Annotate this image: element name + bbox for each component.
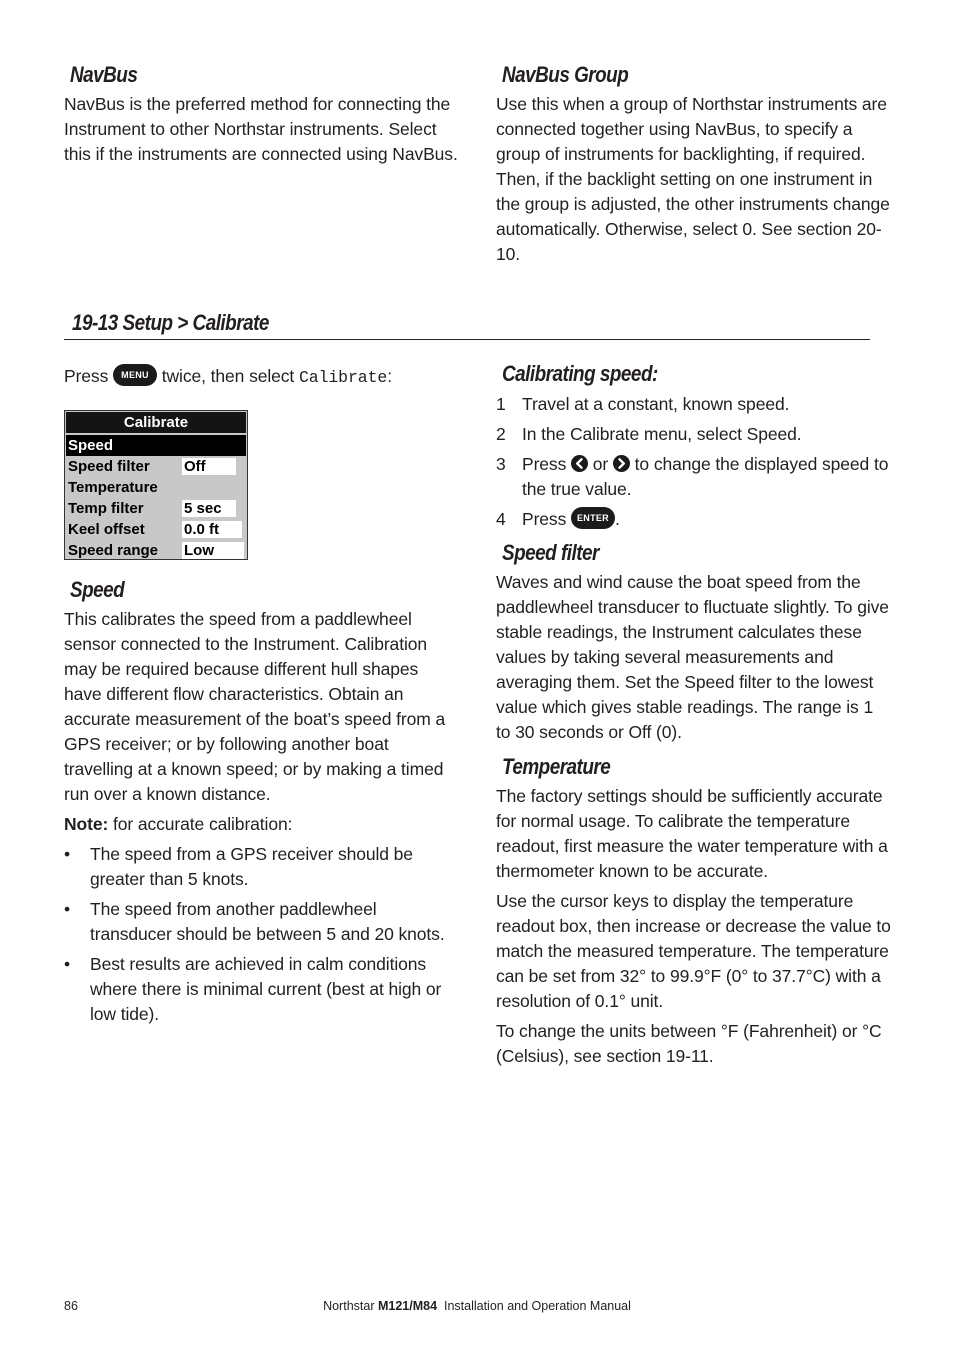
temperature-para: The factory settings should be sufficiently accurate for normal usage. To calibrate the temperature readout, first measure the water temperature with a thermometer known to be accurate. — [496, 786, 888, 881]
temperature-heading: Temperature — [502, 754, 611, 779]
intro-line: Press MENU twice, then select Calibrate: — [64, 366, 392, 387]
right-arrow-key-icon — [613, 455, 630, 472]
screen-row-value: Low — [182, 542, 244, 559]
calibrate-item: Calibrate — [298, 368, 388, 387]
step-item: 2 In the Calibrate menu, select Speed. — [496, 424, 802, 444]
calibrate-screen — [64, 410, 248, 560]
screen-row-label: Speed filter — [68, 458, 150, 475]
screen-row-temperature[interactable] — [66, 477, 246, 498]
screen-row-label: Temperature — [68, 479, 158, 496]
screen-row-label: Keel offset — [68, 521, 145, 538]
temperature-para: Use the cursor keys to display the temperature readout box, then increase or decrease the value to match the measured temperature. The temperature can be set from 32° to 99.9°F (0° to 37.7°C) with a resolution of 0.1° unit. — [496, 891, 891, 1011]
speed-body: This calibrates the speed from a paddlewheel sensor connected to the Instrument. Calibration may be required because different hull shapes have different flow characteristics. Obtain an accurate measurement of the boat’s speed from a GPS receiver; or by following another boat travelling at a known speed; or by making a timed run over a known distance. — [64, 609, 446, 804]
temperature-para: To change the units between °F (Fahrenheit) or °C (Celsius), see section 19-11. — [496, 1021, 882, 1066]
speed-filter-body: Waves and wind cause the boat speed from the paddlewheel transducer to fluctuate slightly. To give stable readings, the Instrument calculates these values by taking several measurements and averaging them. Set the Speed filter to the lowest value which gives stable readings. The range is 1 to 30 seconds or Off (0). — [496, 572, 889, 742]
list-item: • The speed from another paddlewheel transducer should be between 5 and 20 knots. — [64, 899, 445, 944]
screen-row-value: Off — [182, 458, 236, 475]
screen-row-label: Temp filter — [68, 500, 144, 517]
footer-title: Northstar M121/M84 Installation and Operation Manual — [323, 1299, 631, 1313]
screen-row-temp-filter[interactable] — [66, 498, 246, 519]
step-item: 1 Travel at a constant, known speed. — [496, 394, 790, 414]
screen-row-speed-range[interactable] — [66, 540, 246, 561]
enter-key-icon: ENTER — [571, 507, 615, 529]
list-item: • The speed from a GPS receiver should be greater than 5 knots. — [64, 844, 413, 889]
speed-section — [64, 607, 460, 1032]
navbus-body: NavBus is the preferred method for connecting the Instrument to other Northstar instruments. Select this if the instruments are connected using NavBus. — [64, 94, 458, 164]
left-arrow-key-icon — [571, 455, 588, 472]
speed-filter-heading: Speed filter — [502, 540, 599, 565]
navbus-group-heading: NavBus Group — [502, 62, 629, 87]
calibrating-steps — [496, 392, 892, 537]
step-item: 4 Press ENTER . — [496, 509, 620, 529]
speed-heading: Speed — [70, 577, 125, 602]
screen-row-label: Speed range — [68, 542, 159, 559]
screen-row-label: Speed — [68, 437, 114, 454]
page-number: 86 — [64, 1299, 78, 1313]
navbus-heading: NavBus — [70, 62, 138, 87]
menu-key-icon: MENU — [113, 364, 157, 386]
screen-row-value: 5 sec — [182, 500, 236, 517]
screen-row-value: 0.0 ft — [182, 521, 242, 538]
section-title: 19-13 Setup > Calibrate — [72, 310, 269, 335]
temperature-section — [496, 784, 892, 1069]
navbus-group-body: Use this when a group of Northstar instruments are connected together using NavBus, to specify a group of instruments for backlighting, if required. Then, if the backlight setting on one instrument in the group is adjusted, the other instruments change automatically. Otherwise, select 0. See section 20-10. — [496, 94, 890, 264]
calibrating-heading: Calibrating speed: — [502, 361, 658, 386]
list-item: • Best results are achieved in calm conditions where there is minimal current (best at high or low tide). — [64, 954, 442, 1024]
speed-bullets — [64, 842, 460, 1027]
screen-row-speed-filter[interactable] — [66, 456, 246, 477]
screen-row-speed[interactable] — [66, 435, 246, 456]
screen-row-keel-offset[interactable] — [66, 519, 246, 540]
step-item: 3 Press or to change the displayed speed to the true value. — [496, 454, 889, 499]
section-rule — [64, 339, 870, 340]
screen-title: Calibrate — [66, 412, 246, 433]
speed-note: Note: for accurate calibration: — [64, 814, 293, 834]
